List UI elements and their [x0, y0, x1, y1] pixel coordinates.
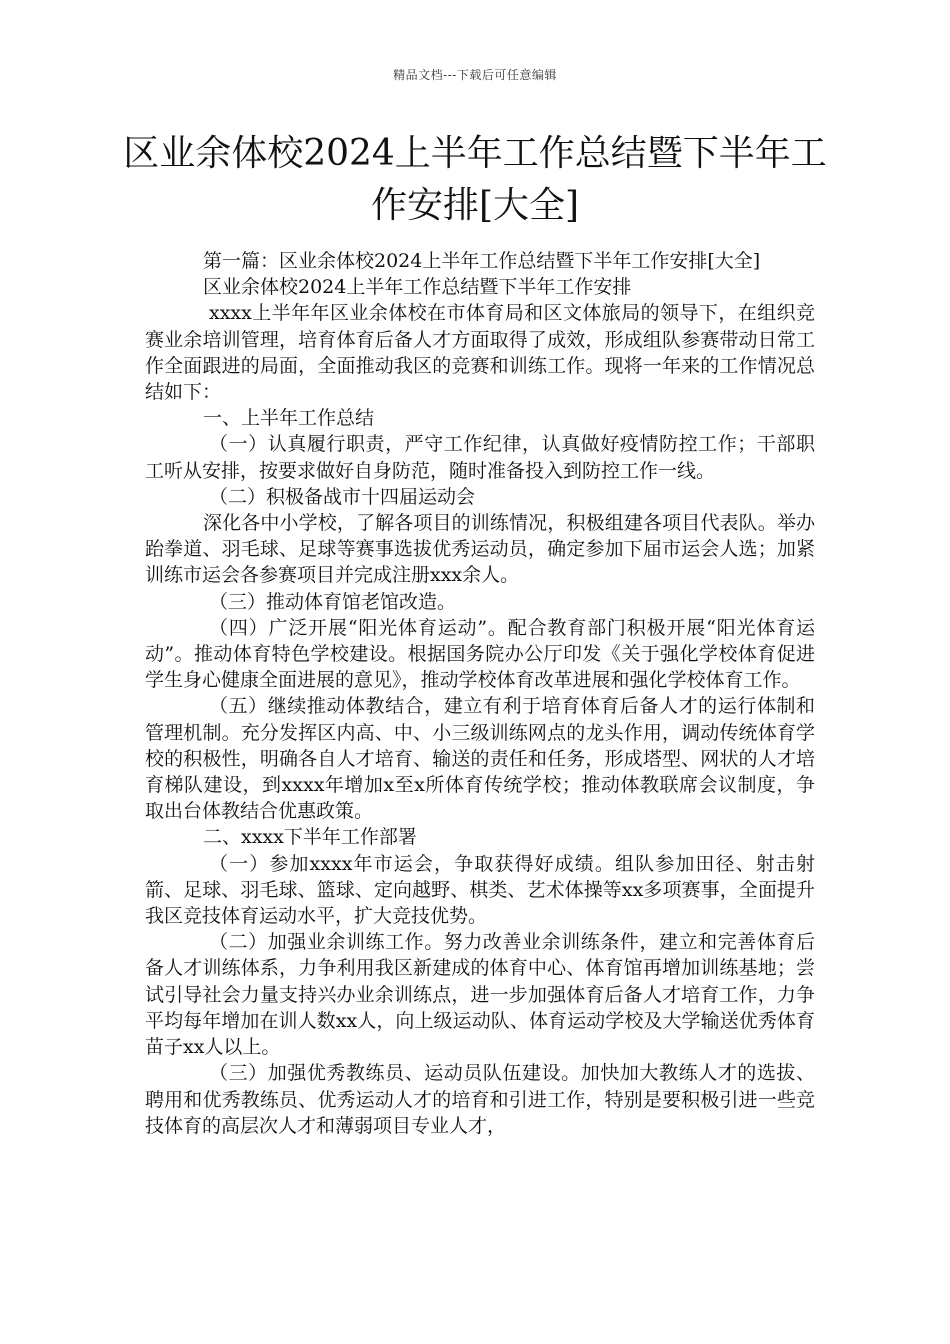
paragraph: 深化各中小学校，了解各项目的训练情况，积极组建各项目代表队。举办跆拳道、羽毛球、足球等赛事选拔优秀运动员，确定参加下届市运会人选；加紧训练市运会各参赛项目并完成注册xxx余人。 — [145, 512, 815, 587]
paragraph: （三）推动体育馆老馆改造。 — [209, 590, 457, 613]
section-heading: 一、上半年工作总结 — [203, 407, 375, 430]
paragraph: （三）加强优秀教练员、运动员队伍建设。加快加大教练人才的选拔、聘用和优秀教练员、优秀运动人才的培育和引进工作，特别是要积极引进一些竞技体育的高层次人才和薄弱项目专业人才， — [145, 1062, 815, 1137]
paragraph: （二）加强业余训练工作。努力改善业余训练条件，建立和完善体育后备人才训练体系，力争利用我区新建成的体育中心、体育馆再增加训练基地；尝试引导社会力量支持兴办业余训练点，进一步加强体育后备人才培育工作，力争平均每年增加在训人数xx人，向上级运动队、体育运动学校及大学输送优秀体育苗子xx人以上。 — [145, 931, 815, 1059]
paragraph: （五）继续推动体教结合，建立有利于培育体育后备人才的运行体制和管理机制。充分发挥区内高、中、小三级训练网点的龙头作用，调动传统体育学校的积极性，明确各自人才培育、输送的责任和任务，形成塔型、网状的人才培育梯队建设，到xxxx年增加x至x所体育传统学校；推动体教联席会议制度，争取出台体教结合优惠政策。 — [145, 695, 815, 823]
paragraph: （一）参加xxxx年市运会，争取获得好成绩。组队参加田径、射击射箭、足球、羽毛球、篮球、定向越野、棋类、艺术体操等xx多项赛事，全面提升我区竞技体育运动水平，扩大竞技优势。 — [145, 852, 815, 928]
header-note: 精品文档---下载后可任意编辑 — [393, 68, 557, 82]
document-title: 区业余体校2024上半年工作总结暨下半年工作安排[大全] — [123, 133, 827, 226]
paragraph: （一）认真履行职责，严守工作纪律，认真做好疫情防控工作；干部职工听从安排，按要求做好自身防范，随时准备投入到防控工作一线。 — [145, 433, 815, 482]
paragraph: xxxx上半年年区业余体校在市体育局和区文体旅局的领导下，在组织竞赛业余培训管理，培育体育后备人才方面取得了成效，形成组队参赛带动日常工作全面跟进的局面，全面推动我区的竞赛和训练工作。现将一年来的工作情况总结如下： — [145, 302, 815, 404]
section-heading: 二、xxxx下半年工作部署 — [203, 826, 417, 849]
subsection-heading: （二）积极备战市十四届运动会 — [209, 485, 476, 508]
paragraph: 第一篇：区业余体校2024上半年工作总结暨下半年工作安排[大全] — [203, 250, 761, 272]
paragraph: （四）广泛开展“阳光体育运动”。配合教育部门积极开展“阳光体育运动”。推动体育特色学校建设。根据国务院办公厅印发《关于强化学校体育促进学生身心健康全面进展的意见》，推动学校体育改革进展和强化学校体育工作。 — [145, 616, 815, 692]
document-body — [145, 248, 815, 1139]
paragraph: 区业余体校2024上半年工作总结暨下半年工作安排 — [203, 276, 632, 299]
